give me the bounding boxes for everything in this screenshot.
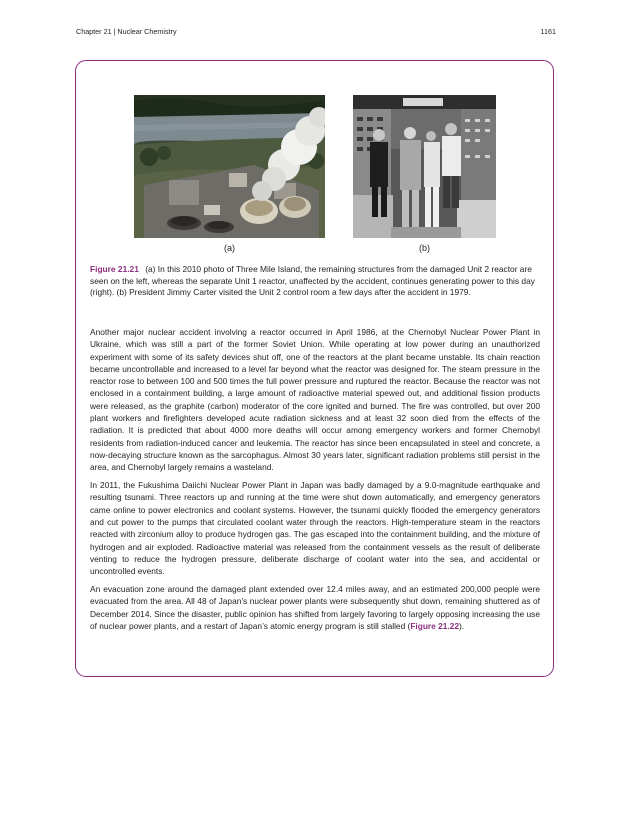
body-text	[90, 326, 540, 638]
chapter-title: Chapter 21 | Nuclear Chemistry	[76, 27, 177, 36]
paragraph-evacuation-text: An evacuation zone around the damaged plant extended over 12.4 miles away, and an estimated 200,000 people were evacuated from the area. All 48 of Japan’s nuclear power plants were subsequently shut down, remaining shuttered as of December 2014. Since the disaster, public opinion has shifted from largely favoring to largely opposing increasing the use of nuclear power plants, and a restart of Japan’s atomic energy program is still stalled (	[90, 584, 540, 632]
paragraph-fukushima: In 2011, the Fukushima Daiichi Nuclear Power Plant in Japan was badly damaged by a 9.0-magnitude earthquake and resulting tsunami. Three reactors up and running at the time were shut down automatically, and emergency generators came online to power electronics and coolant systems. However, the tsunami quickly flooded the emergency generators and cut power to the pumps that circulated coolant water through the reactors. High-temperature steam in the reactors reacted with zirconium alloy to produce hydrogen gas. The gas escaped into the containment building, and the mixture of hydrogen and air exploded. Radioactive material was released from the containment vessels as the result of deliberate venting to reduce the hydrogen pressure, deliberate discharge of coolant water into the sea, and accidental or uncontrolled events.	[90, 480, 540, 577]
three-mile-island-photo	[134, 95, 325, 238]
paragraph-evacuation	[90, 583, 540, 632]
figure-caption-text: (a) In this 2010 photo of Three Mile Island, the remaining structures from the damaged Unit 2 reactor are seen on the left, whereas the separate Unit 1 reactor, unaffected by the accident, continues generating power to this day (right). (b) President Jimmy Carter visited the Unit 2 control room a few days after the accident in 1979.	[90, 264, 535, 298]
figure-21-22-link[interactable]: Figure 21.22	[410, 621, 460, 632]
paragraph-chernobyl: Another major nuclear accident involving a reactor occurred in April 1986, at the Chernobyl Nuclear Power Plant in Ukraine, which was still a part of the former Soviet Union. While operating at low power during an unauthorized experiment with some of its safety devices shut off, one of the reactors at the plant became unstable. Its chain reaction became uncontrollable and increased to a level far beyond what the reactor was designed for. The steam pressure in the reactor rose to between 100 and 500 times the full power pressure and ruptured the reactor. Because the reactor was not enclosed in a containment building, a large amount of radioactive material spewed out, and additional fission products were released, as the graphite (carbon) moderator of the core ignited and burned. The fire was controlled, but over 200 plant workers and firefighters developed acute radiation sickness and at least 32 soon died from the effects of the radiation. It is predicted that about 4000 more deaths will occur among emergency workers and former Chernobyl residents from radiation-induced cancer and leukemia. The reactor has since been encapsulated in steel and concrete, a now-decaying structure known as the sarcophagus. Almost 30 years later, significant radiation problems still persist in the area, and Chernobyl largely remains a wasteland.	[90, 327, 540, 473]
figure-caption-label: Figure 21.21	[90, 264, 139, 274]
paragraph-evacuation-end: ).	[459, 621, 465, 632]
running-header	[76, 27, 556, 36]
page-number: 1161	[540, 27, 556, 36]
control-room-photo	[353, 95, 496, 238]
subfigure-label-a: (a)	[224, 243, 235, 253]
subfigure-label-b: (b)	[419, 243, 430, 253]
figure-caption	[90, 264, 540, 299]
